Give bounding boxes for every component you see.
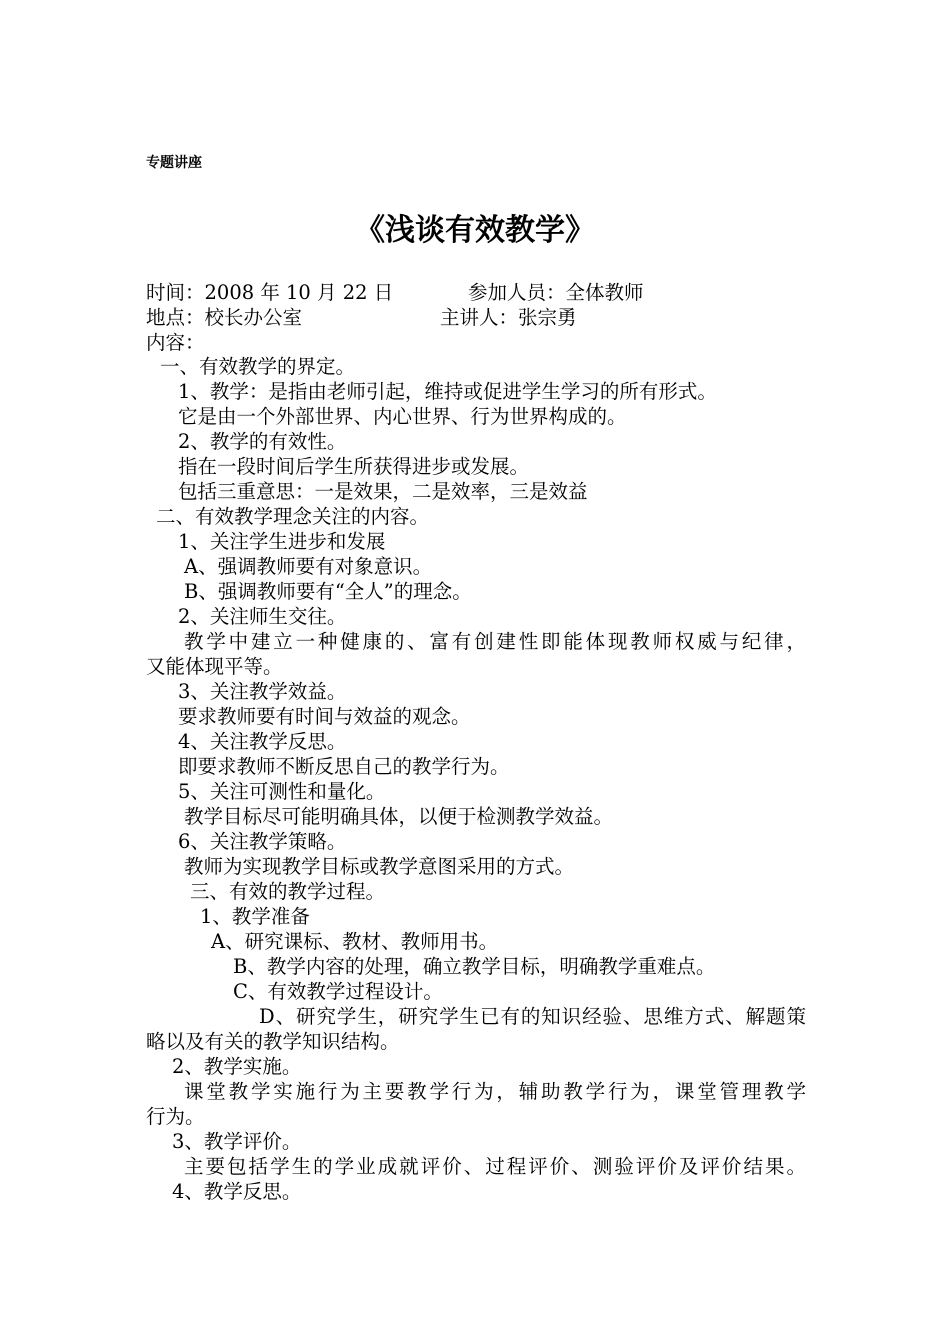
body-line: 3、教学评价。 — [172, 1130, 302, 1153]
body-line: 主要包括学生的学业成就评价、过程评价、测验评价及评价结果。 — [184, 1155, 806, 1178]
meta-speaker: 主讲人：张宗勇 — [440, 306, 577, 329]
body-line: 课堂教学实施行为主要教学行为，辅助教学行为，课堂管理教学 — [184, 1080, 806, 1103]
body-line: 2、关注师生交往。 — [178, 605, 347, 628]
body-line: B、教学内容的处理，确立教学目标，明确教学重难点。 — [233, 955, 716, 978]
meta-time: 时间：2008 年 10 月 22 日 — [146, 281, 394, 304]
body-line: 一、有效教学的界定。 — [160, 355, 356, 378]
body-line: 行为。 — [146, 1105, 205, 1128]
body-line: 4、关注教学反思。 — [178, 730, 347, 753]
body-line: 指在一段时间后学生所获得进步或发展。 — [178, 455, 530, 478]
body-line: 6、关注教学策略。 — [178, 830, 347, 853]
body-line: 教学目标尽可能明确具体，以便于检测教学效益。 — [184, 805, 614, 828]
meta-participants: 参加人员：全体教师 — [468, 281, 644, 304]
body-line: 4、教学反思。 — [172, 1180, 302, 1203]
body-line: 又能体现平等。 — [146, 655, 283, 678]
body-line: A、研究课标、教材、教师用书。 — [211, 930, 499, 953]
meta-content-label: 内容： — [146, 331, 205, 354]
meta-location: 地点：校长办公室 — [146, 306, 303, 329]
body-line: 3、关注教学效益。 — [178, 680, 347, 703]
body-line: 1、教学准备 — [200, 905, 310, 928]
body-line: 教学中建立一种健康的、富有创建性即能体现教师权威与纪律， — [184, 630, 806, 653]
body-line: 1、教学：是指由老师引起，维持或促进学生学习的所有形式。 — [178, 380, 717, 403]
body-line: 略以及有关的教学知识结构。 — [146, 1030, 400, 1053]
body-line: 包括三重意思：一是效果，二是效率，三是效益 — [178, 480, 588, 503]
body-line: 5、关注可测性和量化。 — [178, 780, 386, 803]
body-line: 三、有效的教学过程。 — [190, 880, 386, 903]
body-line: 要求教师要有时间与效益的观念。 — [178, 705, 471, 728]
document-label: 专题讲座 — [146, 155, 202, 171]
body-line: 二、有效教学理念关注的内容。 — [156, 505, 430, 528]
body-line: 即要求教师不断反思自己的教学行为。 — [178, 755, 510, 778]
body-line: B、强调教师要有“全人”的理念。 — [184, 580, 472, 603]
body-line: D、研究学生，研究学生已有的知识经验、思维方式、解题策 — [259, 1005, 806, 1028]
document-title: 《浅谈有效教学》 — [355, 213, 595, 248]
body-line: C、有效教学过程设计。 — [233, 980, 443, 1003]
body-line: A、强调教师要有对象意识。 — [184, 555, 433, 578]
body-line: 1、关注学生进步和发展 — [178, 530, 386, 553]
body-line: 2、教学的有效性。 — [178, 430, 347, 453]
body-line: 教师为实现教学目标或教学意图采用的方式。 — [184, 855, 575, 878]
body-line: 它是由一个外部世界、内心世界、行为世界构成的。 — [178, 405, 627, 428]
body-line: 2、教学实施。 — [172, 1055, 302, 1078]
